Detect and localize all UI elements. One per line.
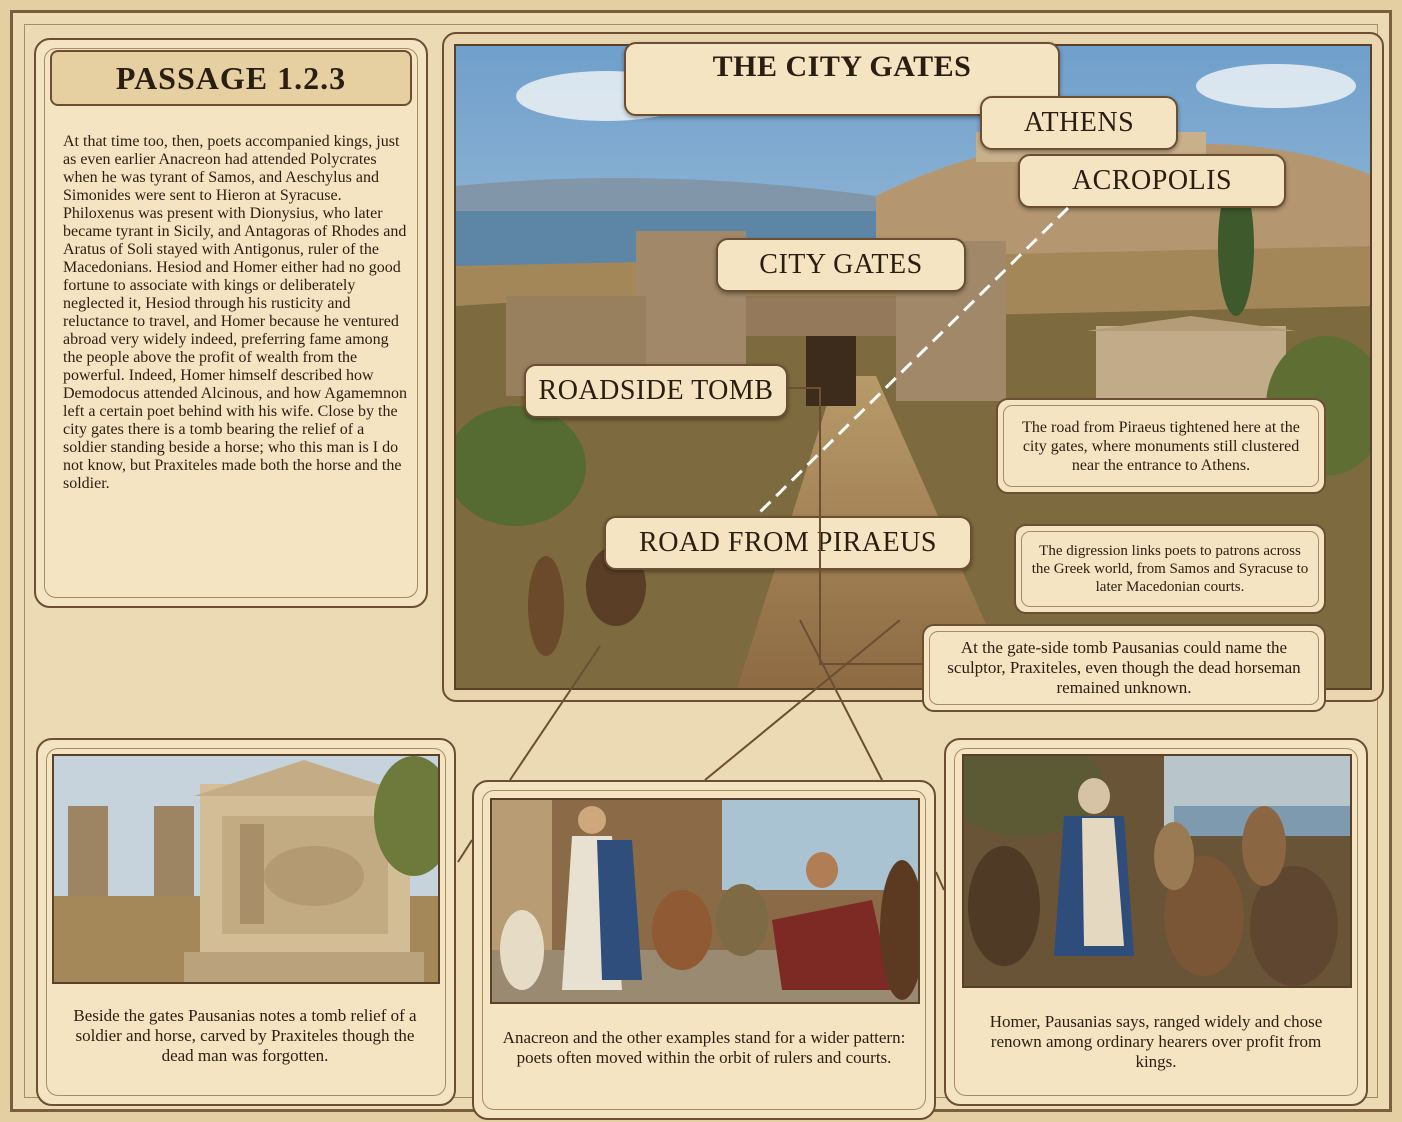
tomb-relief-image xyxy=(52,754,440,984)
passage-text: At that time too, then, poets accompanied kings, just as even earlier Anacreon had attended Polycrates when he was tyrant of Samos, and Aeschylus and Simonides were sent to Hieron at Syracuse. Philoxenus was present with Dionysius, who later became tyrant in Sicily, and Antagoras of Rhodes and Aratus of Soli stayed with Antigonus, ruler of the Macedonians. Hesiod and Homer either had no good fortune to associate with kings or deliberately neglected it, Hesiod through his rusticity and reluctance to travel, and Homer because he ventured abroad very widely indeed, preferring fame among the people above the profit of wealth from the powerful. Indeed, Homer himself described how Demodocus attended Alcinous, and how Agamemnon left a certain poet behind with his wife. Close by the city gates there is a tomb bearing the relief of a soldier standing beside a horse; who this man is I do not know, but Praxiteles made both the horse and the soldier. xyxy=(63,133,407,492)
scene-title: THE CITY GATES xyxy=(624,42,1060,116)
label-road-from-piraeus: ROAD FROM PIRAEUS xyxy=(604,516,972,570)
caption-road-text: The road from Piraeus tightened here at the city gates, where monuments still clustered near the entrance to Athens. xyxy=(1022,418,1300,474)
label-roadside-tomb: ROADSIDE TOMB xyxy=(524,364,788,418)
court-panel-text: Anacreon and the other examples stand for a wider pattern: poets often moved within the orbit of rulers and courts. xyxy=(502,1028,906,1067)
passage-title: PASSAGE 1.2.3 xyxy=(50,50,412,106)
caption-tomb-text: At the gate-side tomb Pausanias could name the sculptor, Praxiteles, even though the dead horseman remained unknown. xyxy=(947,638,1301,697)
tomb-panel-text: Beside the gates Pausanias notes a tomb relief of a soldier and horse, carved by Praxiteles though the dead man was forgotten. xyxy=(73,1006,417,1065)
homer-panel-text: Homer, Pausanias says, ranged widely and chose renown among ordinary hearers over profit from kings. xyxy=(989,1012,1323,1071)
anacreon-court-image xyxy=(490,798,920,1004)
caption-digression-text: The digression links poets to patrons across the Greek world, from Samos and Syracuse to later Macedonian courts. xyxy=(1031,543,1309,595)
label-athens: ATHENS xyxy=(980,96,1178,150)
homer-crowd-image xyxy=(962,754,1352,988)
label-city-gates: CITY GATES xyxy=(716,238,966,292)
label-acropolis: ACROPOLIS xyxy=(1018,154,1286,208)
